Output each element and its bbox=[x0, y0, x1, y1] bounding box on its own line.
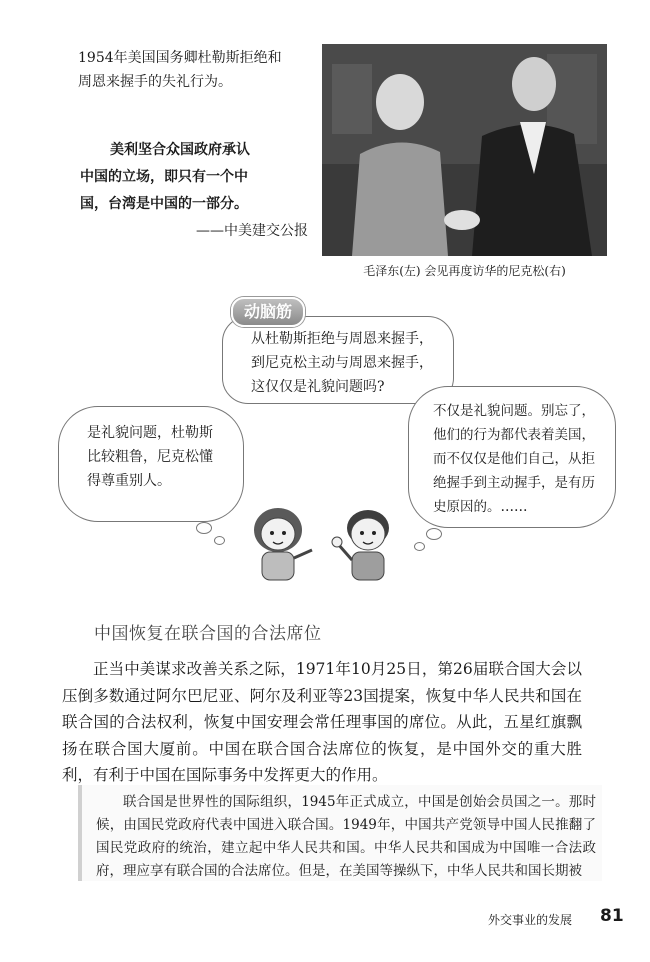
communique-quote bbox=[80, 137, 312, 245]
sidebox-text: 联合国是世界性的国际组织，1945年正式成立，中国是创始会员国之一。那时候，由国民党政府代表中国进入联合国。1949年，中国共产党领导中国人民推翻了国民党政府的统治，建立起中华人民共和国。中华人民共和国成为中国唯一合法政府，理应享有联合国的合法席位。但是，在美国等操纵下，中华人民共和国长期被 bbox=[96, 794, 596, 879]
thought-bubble bbox=[196, 522, 212, 534]
left-answer-cloud bbox=[58, 406, 244, 522]
section-title: 中国恢复在联合国的合法席位 bbox=[94, 624, 322, 644]
think-tag: 动脑筋 bbox=[231, 297, 305, 327]
thought-bubble bbox=[414, 542, 425, 551]
photo-caption: 毛泽东(左) 会见再度访华的尼克松(右) bbox=[363, 264, 566, 278]
un-sidebox bbox=[78, 785, 602, 881]
cartoon-kids-illustration bbox=[238, 500, 408, 582]
quote-line-2: 中国的立场，即只有一个中 bbox=[80, 169, 248, 185]
page-number: 81 bbox=[600, 906, 624, 926]
body-paragraph: 正当中美谋求改善关系之际，1971年10月25日，第26届联合国大会以压倒多数通过阿尔巴尼亚、阿尔及利亚等23国提案，恢复中华人民共和国在联合国的合法权利，恢复中国安理会常任理事国的席位。从此，五星红旗飘扬在联合国大厦前。中国在联合国合法席位的恢复，是中国外交的重大胜利，有利于中国在国际事务中发挥更大的作用。 bbox=[62, 660, 582, 784]
quote-line-1: 美利坚合众国政府承认 bbox=[110, 142, 250, 158]
top-caption-line-2: 周恩来握手的失礼行为。 bbox=[78, 74, 232, 90]
question-text: 从杜勒斯拒绝与周恩来握手，到尼克松主动与周恩来握手，这仅仅是礼貌问题吗? bbox=[251, 331, 433, 395]
right-answer-text: 不仅是礼貌问题。别忘了，他们的行为都代表着美国，而不仅仅是他们自己，从拒绝握手到主动握手，是有历史原因的。…… bbox=[433, 403, 595, 515]
top-caption-line-1: 1954年美国国务卿杜勒斯拒绝和 bbox=[78, 50, 282, 66]
top-caption bbox=[78, 46, 310, 94]
cartoon-kids bbox=[238, 500, 408, 582]
body-text bbox=[62, 656, 582, 789]
thought-bubble bbox=[214, 536, 225, 545]
thought-bubble bbox=[426, 528, 442, 540]
quote-source: ——中美建交公报 bbox=[196, 223, 308, 239]
chapter-label: 外交事业的发展 bbox=[488, 913, 573, 927]
quote-line-3: 国，台湾是中国的一部分。 bbox=[80, 196, 248, 212]
handshake-illustration bbox=[322, 44, 607, 256]
left-answer-text: 是礼貌问题，杜勒斯比较粗鲁，尼克松懂得尊重别人。 bbox=[87, 425, 213, 489]
handshake-photo bbox=[322, 44, 607, 256]
right-answer-cloud bbox=[408, 386, 616, 528]
